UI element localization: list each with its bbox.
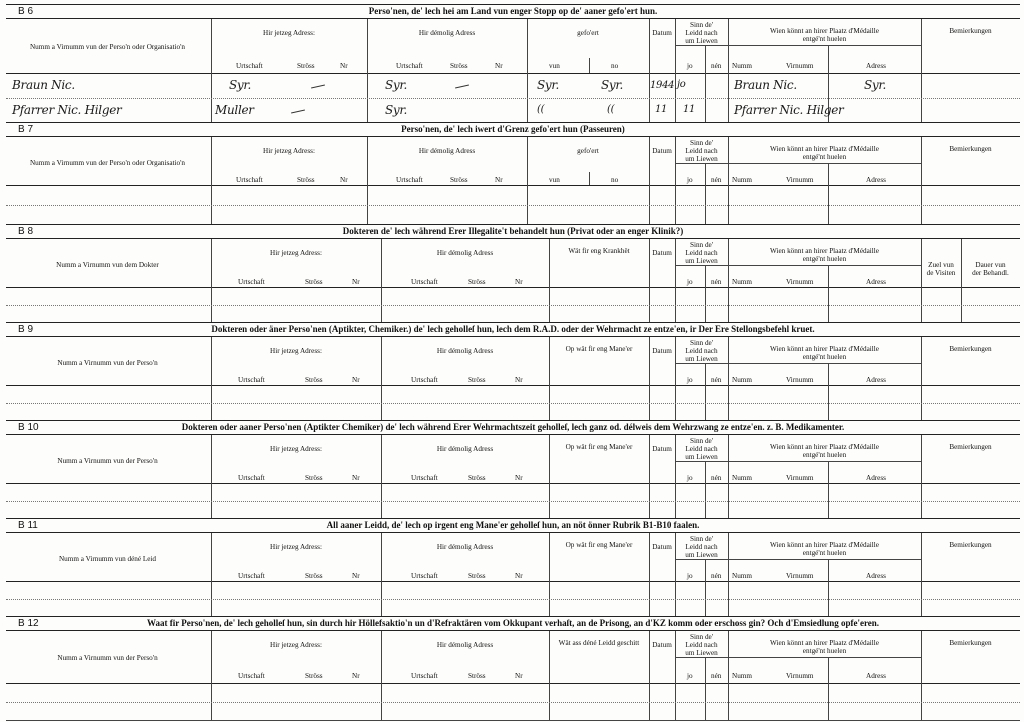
street-header: Ströss — [468, 474, 486, 482]
remarks-header: Bemierkungen — [949, 541, 992, 549]
handwritten-yes: 11 — [683, 103, 696, 115]
section-b7 — [6, 122, 1020, 225]
alive-header-3: um Liewen — [685, 355, 718, 363]
medal-header-1: Wien könnt an hirer Plaatz d'Médaille — [770, 27, 879, 35]
table-row[interactable] — [6, 98, 1020, 99]
header-subline — [675, 559, 728, 560]
section-title-bar — [6, 519, 1020, 533]
current-address-header: Hir jetzeg Adress: — [263, 29, 315, 37]
yes-header: jo — [687, 672, 693, 680]
date-header: Datum — [652, 347, 672, 355]
number-header: Nr — [515, 376, 523, 384]
locality-header: Urtschaft — [238, 672, 265, 680]
visits-header-2: de Visiten — [926, 269, 956, 277]
table-row[interactable] — [6, 205, 1020, 206]
street-header: Ströss — [468, 278, 486, 286]
street-header: Ströss — [450, 62, 468, 70]
medal-header-1: Wien könnt an hirer Plaatz d'Médaille — [770, 541, 879, 549]
header-subline — [675, 265, 728, 266]
no-header: nén — [711, 376, 722, 384]
header-subline — [728, 461, 921, 462]
section-b8 — [6, 224, 1020, 323]
medal-address-header: Adress — [866, 376, 886, 384]
current-address-header: Hir jetzeg Adress: — [270, 641, 322, 649]
alive-header-1: Sinn de' — [689, 21, 714, 29]
alive-header-3: um Liewen — [685, 257, 718, 265]
medal-header-2: entgé'nt huelen — [802, 353, 847, 361]
header-subline — [728, 657, 921, 658]
section-b10 — [6, 420, 1020, 519]
section-b12 — [6, 616, 1020, 721]
name-header: Numm a Virnumm vun der Perso'n — [57, 359, 158, 367]
alive-header-2: Leidd nach — [685, 249, 718, 257]
locality-header: Urtschaft — [236, 176, 263, 184]
header-subline — [675, 363, 728, 364]
handwritten-locality: Muller — [215, 102, 254, 117]
manner-header: Wät fir eng Krankhët — [568, 247, 630, 255]
subcolumn-divider — [828, 462, 829, 519]
handwritten-medal-name: Braun Nic. — [734, 78, 797, 92]
subcolumn-divider — [705, 658, 706, 721]
date-header: Datum — [652, 543, 672, 551]
former-address-header: Hir démolig Adress — [436, 445, 494, 453]
table-row[interactable] — [6, 702, 1020, 703]
column-divider — [961, 239, 962, 323]
handwritten-from: (( — [537, 103, 545, 115]
header-subline — [728, 45, 921, 46]
date-header: Datum — [652, 249, 672, 257]
former-address-header: Hir démolig Adress — [418, 29, 476, 37]
subcolumn-divider — [828, 164, 829, 225]
duration-header-2: der Behandl. — [972, 269, 1009, 277]
yes-header: jo — [687, 572, 693, 580]
date-header: Datum — [652, 445, 672, 453]
name-header: Numm a Virnumm vun der Perso'n oder Organisatio'n — [29, 43, 185, 51]
current-address-header: Hir jetzeg Adress: — [263, 147, 315, 155]
header-subline — [728, 163, 921, 164]
subcolumn-divider — [828, 658, 829, 721]
medal-address-header: Adress — [866, 474, 886, 482]
remarks-header: Bemierkungen — [949, 443, 992, 451]
section-code: B 10 — [18, 422, 39, 433]
date-header: Datum — [652, 29, 672, 37]
medal-firstname-header: Virnumm — [786, 672, 814, 680]
street-header: Ströss — [305, 672, 323, 680]
name-header: Numm a Virnumm vun der Perso'n — [57, 654, 158, 662]
alive-header-1: Sinn de' — [689, 633, 714, 641]
alive-header-1: Sinn de' — [689, 139, 714, 147]
subcolumn-divider — [705, 364, 706, 421]
section-title-bar — [6, 617, 1020, 631]
handwritten-dash — [311, 85, 325, 89]
transported-header: gefo'ert — [577, 29, 599, 37]
current-address-header: Hir jetzeg Adress: — [270, 445, 322, 453]
street-header: Ströss — [305, 474, 323, 482]
table-row[interactable] — [6, 720, 1020, 721]
number-header: Nr — [340, 176, 348, 184]
number-header: Nr — [495, 176, 503, 184]
to-header: no — [611, 176, 619, 184]
name-header: Numm a Virnumm vun der Perso'n — [57, 457, 158, 465]
to-header: no — [611, 62, 619, 70]
alive-header-1: Sinn de' — [689, 535, 714, 543]
former-address-header: Hir démolig Adress — [436, 543, 494, 551]
locality-header: Urtschaft — [396, 176, 423, 184]
handwritten-yes: jo — [677, 79, 686, 90]
street-header: Ströss — [305, 278, 323, 286]
remarks-header: Bemierkungen — [949, 27, 992, 35]
medal-header-1: Wien könnt an hirer Plaatz d'Médaille — [770, 247, 879, 255]
locality-header: Urtschaft — [411, 278, 438, 286]
no-header: nén — [711, 572, 722, 580]
street-header: Ströss — [297, 62, 315, 70]
handwritten-date: 1944 — [650, 80, 675, 91]
table-row[interactable] — [6, 403, 1020, 404]
alive-header-2: Leidd nach — [685, 543, 718, 551]
section-code: B 6 — [18, 6, 34, 17]
locality-header: Urtschaft — [238, 572, 265, 580]
locality-header: Urtschaft — [238, 278, 265, 286]
medal-firstname-header: Virnumm — [786, 474, 814, 482]
from-header: vun — [549, 176, 560, 184]
number-header: Nr — [352, 278, 360, 286]
section-code: B 11 — [18, 520, 38, 531]
alive-header-3: um Liewen — [685, 649, 718, 657]
street-header: Ströss — [305, 572, 323, 580]
subcolumn-divider — [828, 364, 829, 421]
alive-header-2: Leidd nach — [685, 347, 718, 355]
no-header: nén — [711, 278, 722, 286]
section-code: B 7 — [18, 124, 34, 135]
no-header: nén — [711, 62, 722, 70]
header-subline — [675, 461, 728, 462]
handwritten-to: (( — [607, 103, 615, 115]
no-header: nén — [711, 474, 722, 482]
locality-header: Urtschaft — [238, 474, 265, 482]
section-title-bar — [6, 421, 1020, 435]
section-title: All aaner Leidd, de' lech op irgent eng Mane'er geholleſ hun, an nöt önner Rubrik B1-B10 faalen. — [326, 520, 700, 530]
name-header: Numm a Virnumm vun déné Leid — [58, 555, 157, 563]
section-b9 — [6, 322, 1020, 421]
table-row[interactable] — [6, 501, 1020, 502]
handwritten-medal-address: Syr. — [864, 78, 887, 92]
number-header: Nr — [352, 672, 360, 680]
handwritten-medal-name: Pfarrer Nic. Hilger — [734, 102, 844, 117]
number-header: Nr — [495, 62, 503, 70]
section-title-bar — [6, 5, 1020, 19]
subcolumn-divider — [705, 164, 706, 225]
alive-header-1: Sinn de' — [689, 339, 714, 347]
name-header: Numm a Virnumm vun der Perso'n oder Organisatio'n — [29, 159, 185, 167]
current-address-header: Hir jetzeg Adress: — [270, 543, 322, 551]
alive-header-3: um Liewen — [685, 155, 718, 163]
alive-header-3: um Liewen — [685, 551, 718, 559]
locality-header: Urtschaft — [411, 572, 438, 580]
street-header: Ströss — [450, 176, 468, 184]
section-title: Dokteren de' lech während Erer Illegalite't behandelt hun (Privat oder an enger Klinik?) — [342, 226, 684, 236]
medal-name-header: Numm — [732, 278, 752, 286]
from-header: vun — [549, 62, 560, 70]
handwritten-dash — [455, 85, 469, 89]
number-header: Nr — [515, 474, 523, 482]
medal-name-header: Numm — [732, 376, 752, 384]
table-row[interactable] — [6, 305, 1020, 306]
alive-header-1: Sinn de' — [689, 241, 714, 249]
subcolumn-divider — [828, 266, 829, 323]
medal-firstname-header: Virnumm — [786, 278, 814, 286]
section-title: Waat fir Perso'nen, de' lech geholleſ hun, sin durch hir Höllefsaktio'n un d'Refraktären vom Okkupant verhaſt, an de Prisong, an d'KZ komm oder erschoss gin? Och d'Emsiedlung opfe'eren. — [146, 618, 880, 628]
locality-header: Urtschaft — [236, 62, 263, 70]
section-b6 — [6, 4, 1020, 123]
header-subline — [728, 265, 921, 266]
table-row[interactable] — [6, 599, 1020, 600]
street-header: Ströss — [297, 176, 315, 184]
section-code: B 12 — [18, 618, 39, 629]
header-subline — [728, 363, 921, 364]
medal-firstname-header: Virnumm — [786, 572, 814, 580]
section-title-bar — [6, 123, 1020, 137]
medal-address-header: Adress — [866, 672, 886, 680]
header-subline — [675, 163, 728, 164]
section-title: Perso'nen, de' lech hei am Land vun enger Stopp op de' aaner gefo'ert hun. — [368, 6, 658, 16]
medal-header-2: entgé'nt huelen — [802, 35, 847, 43]
number-header: Nr — [352, 474, 360, 482]
section-title-bar — [6, 225, 1020, 239]
former-address-header: Hir démolig Adress — [436, 249, 494, 257]
medal-firstname-header: Virnumm — [786, 176, 814, 184]
header-subline — [728, 559, 921, 560]
handwritten-locality: Syr. — [385, 102, 408, 117]
locality-header: Urtschaft — [411, 672, 438, 680]
date-header: Datum — [652, 641, 672, 649]
alive-header-3: um Liewen — [685, 453, 718, 461]
subcolumn-divider — [705, 266, 706, 323]
section-b11 — [6, 518, 1020, 617]
locality-header: Urtschaft — [238, 376, 265, 384]
street-header: Ströss — [468, 572, 486, 580]
medal-firstname-header: Virnumm — [786, 62, 814, 70]
medal-header-2: entgé'nt huelen — [802, 255, 847, 263]
number-header: Nr — [515, 278, 523, 286]
number-header: Nr — [352, 376, 360, 384]
medal-header-2: entgé'nt huelen — [802, 647, 847, 655]
medal-header-1: Wien könnt an hirer Plaatz d'Médaille — [770, 145, 879, 153]
manner-header: Op wät fir eng Mane'er — [565, 541, 633, 549]
subcolumn-divider — [828, 560, 829, 617]
medal-header-2: entgé'nt huelen — [802, 451, 847, 459]
current-address-header: Hir jetzeg Adress: — [270, 249, 322, 257]
section-title-bar — [6, 323, 1020, 337]
locality-header: Urtschaft — [411, 474, 438, 482]
medal-address-header: Adress — [866, 62, 886, 70]
medal-header-1: Wien könnt an hirer Plaatz d'Médaille — [770, 639, 879, 647]
handwritten-locality: Syr. — [385, 78, 408, 92]
medal-name-header: Numm — [732, 672, 752, 680]
transported-header: gefo'ert — [577, 147, 599, 155]
locality-header: Urtschaft — [411, 376, 438, 384]
number-header: Nr — [340, 62, 348, 70]
section-code: B 8 — [18, 226, 34, 237]
no-header: nén — [711, 672, 722, 680]
number-header: Nr — [352, 572, 360, 580]
section-title: Dokteren oder äner Perso'nen (Aptikter, Chemiker.) de' lech geholleſ hun, lech dem R.A.D. oder der Wehrmacht ze entze'en, ir Der Ere Stellongsbefehl kruet. — [211, 324, 815, 334]
remarks-header: Bemierkungen — [949, 345, 992, 353]
medal-header-2: entgé'nt huelen — [802, 549, 847, 557]
alive-header-2: Leidd nach — [685, 147, 718, 155]
handwritten-dash — [291, 109, 305, 113]
alive-header-3: um Liewen — [685, 37, 718, 45]
alive-header-2: Leidd nach — [685, 29, 718, 37]
number-header: Nr — [515, 672, 523, 680]
section-code: B 9 — [18, 324, 34, 335]
street-header: Ströss — [305, 376, 323, 384]
yes-header: jo — [687, 474, 693, 482]
subcolumn-divider — [705, 560, 706, 617]
yes-header: jo — [687, 176, 693, 184]
street-header: Ströss — [468, 672, 486, 680]
remarks-header: Bemierkungen — [949, 639, 992, 647]
street-header: Ströss — [468, 376, 486, 384]
no-header: nén — [711, 176, 722, 184]
manner-header: Wät ass déné Leidd geschitt — [558, 639, 640, 647]
header-subline — [675, 45, 728, 46]
section-title: Perso'nen, de' lech iwert d'Grenz gefo'ert hun (Passeuren) — [401, 124, 625, 134]
remarks-header: Bemierkungen — [949, 145, 992, 153]
medal-header-1: Wien könnt an hirer Plaatz d'Médaille — [770, 345, 879, 353]
manner-header: Op wät fir eng Mane'er — [565, 345, 633, 353]
manner-header: Op wät fir eng Mane'er — [565, 443, 633, 451]
former-address-header: Hir démolig Adress — [418, 147, 476, 155]
former-address-header: Hir démolig Adress — [436, 641, 494, 649]
medal-header-1: Wien könnt an hirer Plaatz d'Médaille — [770, 443, 879, 451]
medal-name-header: Numm — [732, 572, 752, 580]
subcolumn-divider — [589, 172, 590, 185]
alive-header-2: Leidd nach — [685, 445, 718, 453]
yes-header: jo — [687, 62, 693, 70]
medal-address-header: Adress — [866, 572, 886, 580]
medal-firstname-header: Virnumm — [786, 376, 814, 384]
yes-header: jo — [687, 278, 693, 286]
medal-address-header: Adress — [866, 176, 886, 184]
subcolumn-divider — [705, 462, 706, 519]
section-title: Dokteren oder aaner Perso'nen (Aptikter Chemiker) de' lech während Erer Wehrmachtszeit geholleſ, lech ganz od. délweis dem Wehrzwang ze entze'en. z. B. Medikamenter. — [181, 422, 845, 432]
locality-header: Urtschaft — [396, 62, 423, 70]
subcolumn-divider — [589, 58, 590, 73]
visits-header-1: Zuel vun — [928, 261, 954, 269]
column-divider — [921, 239, 922, 323]
handwritten-locality: Syr. — [229, 78, 252, 92]
handwritten-from: Syr. — [537, 78, 560, 92]
current-address-header: Hir jetzeg Adress: — [270, 347, 322, 355]
alive-header-2: Leidd nach — [685, 641, 718, 649]
handwritten-date: 11 — [655, 103, 668, 115]
subcolumn-divider — [705, 46, 706, 123]
handwritten-to: Syr. — [601, 78, 624, 92]
name-header: Numm a Virnumm vun dem Dokter — [56, 261, 159, 269]
alive-header-1: Sinn de' — [689, 437, 714, 445]
header-subline — [675, 657, 728, 658]
medal-address-header: Adress — [866, 278, 886, 286]
yes-header: jo — [687, 376, 693, 384]
medal-name-header: Numm — [732, 176, 752, 184]
duration-header-1: Dauer vun — [975, 261, 1006, 269]
handwritten-name: Pfarrer Nic. Hilger — [12, 102, 122, 117]
medal-header-2: entgé'nt huelen — [802, 153, 847, 161]
medal-name-header: Numm — [732, 62, 752, 70]
former-address-header: Hir démolig Adress — [436, 347, 494, 355]
number-header: Nr — [515, 572, 523, 580]
medal-name-header: Numm — [732, 474, 752, 482]
handwritten-name: Braun Nic. — [12, 78, 75, 92]
date-header: Datum — [652, 147, 672, 155]
